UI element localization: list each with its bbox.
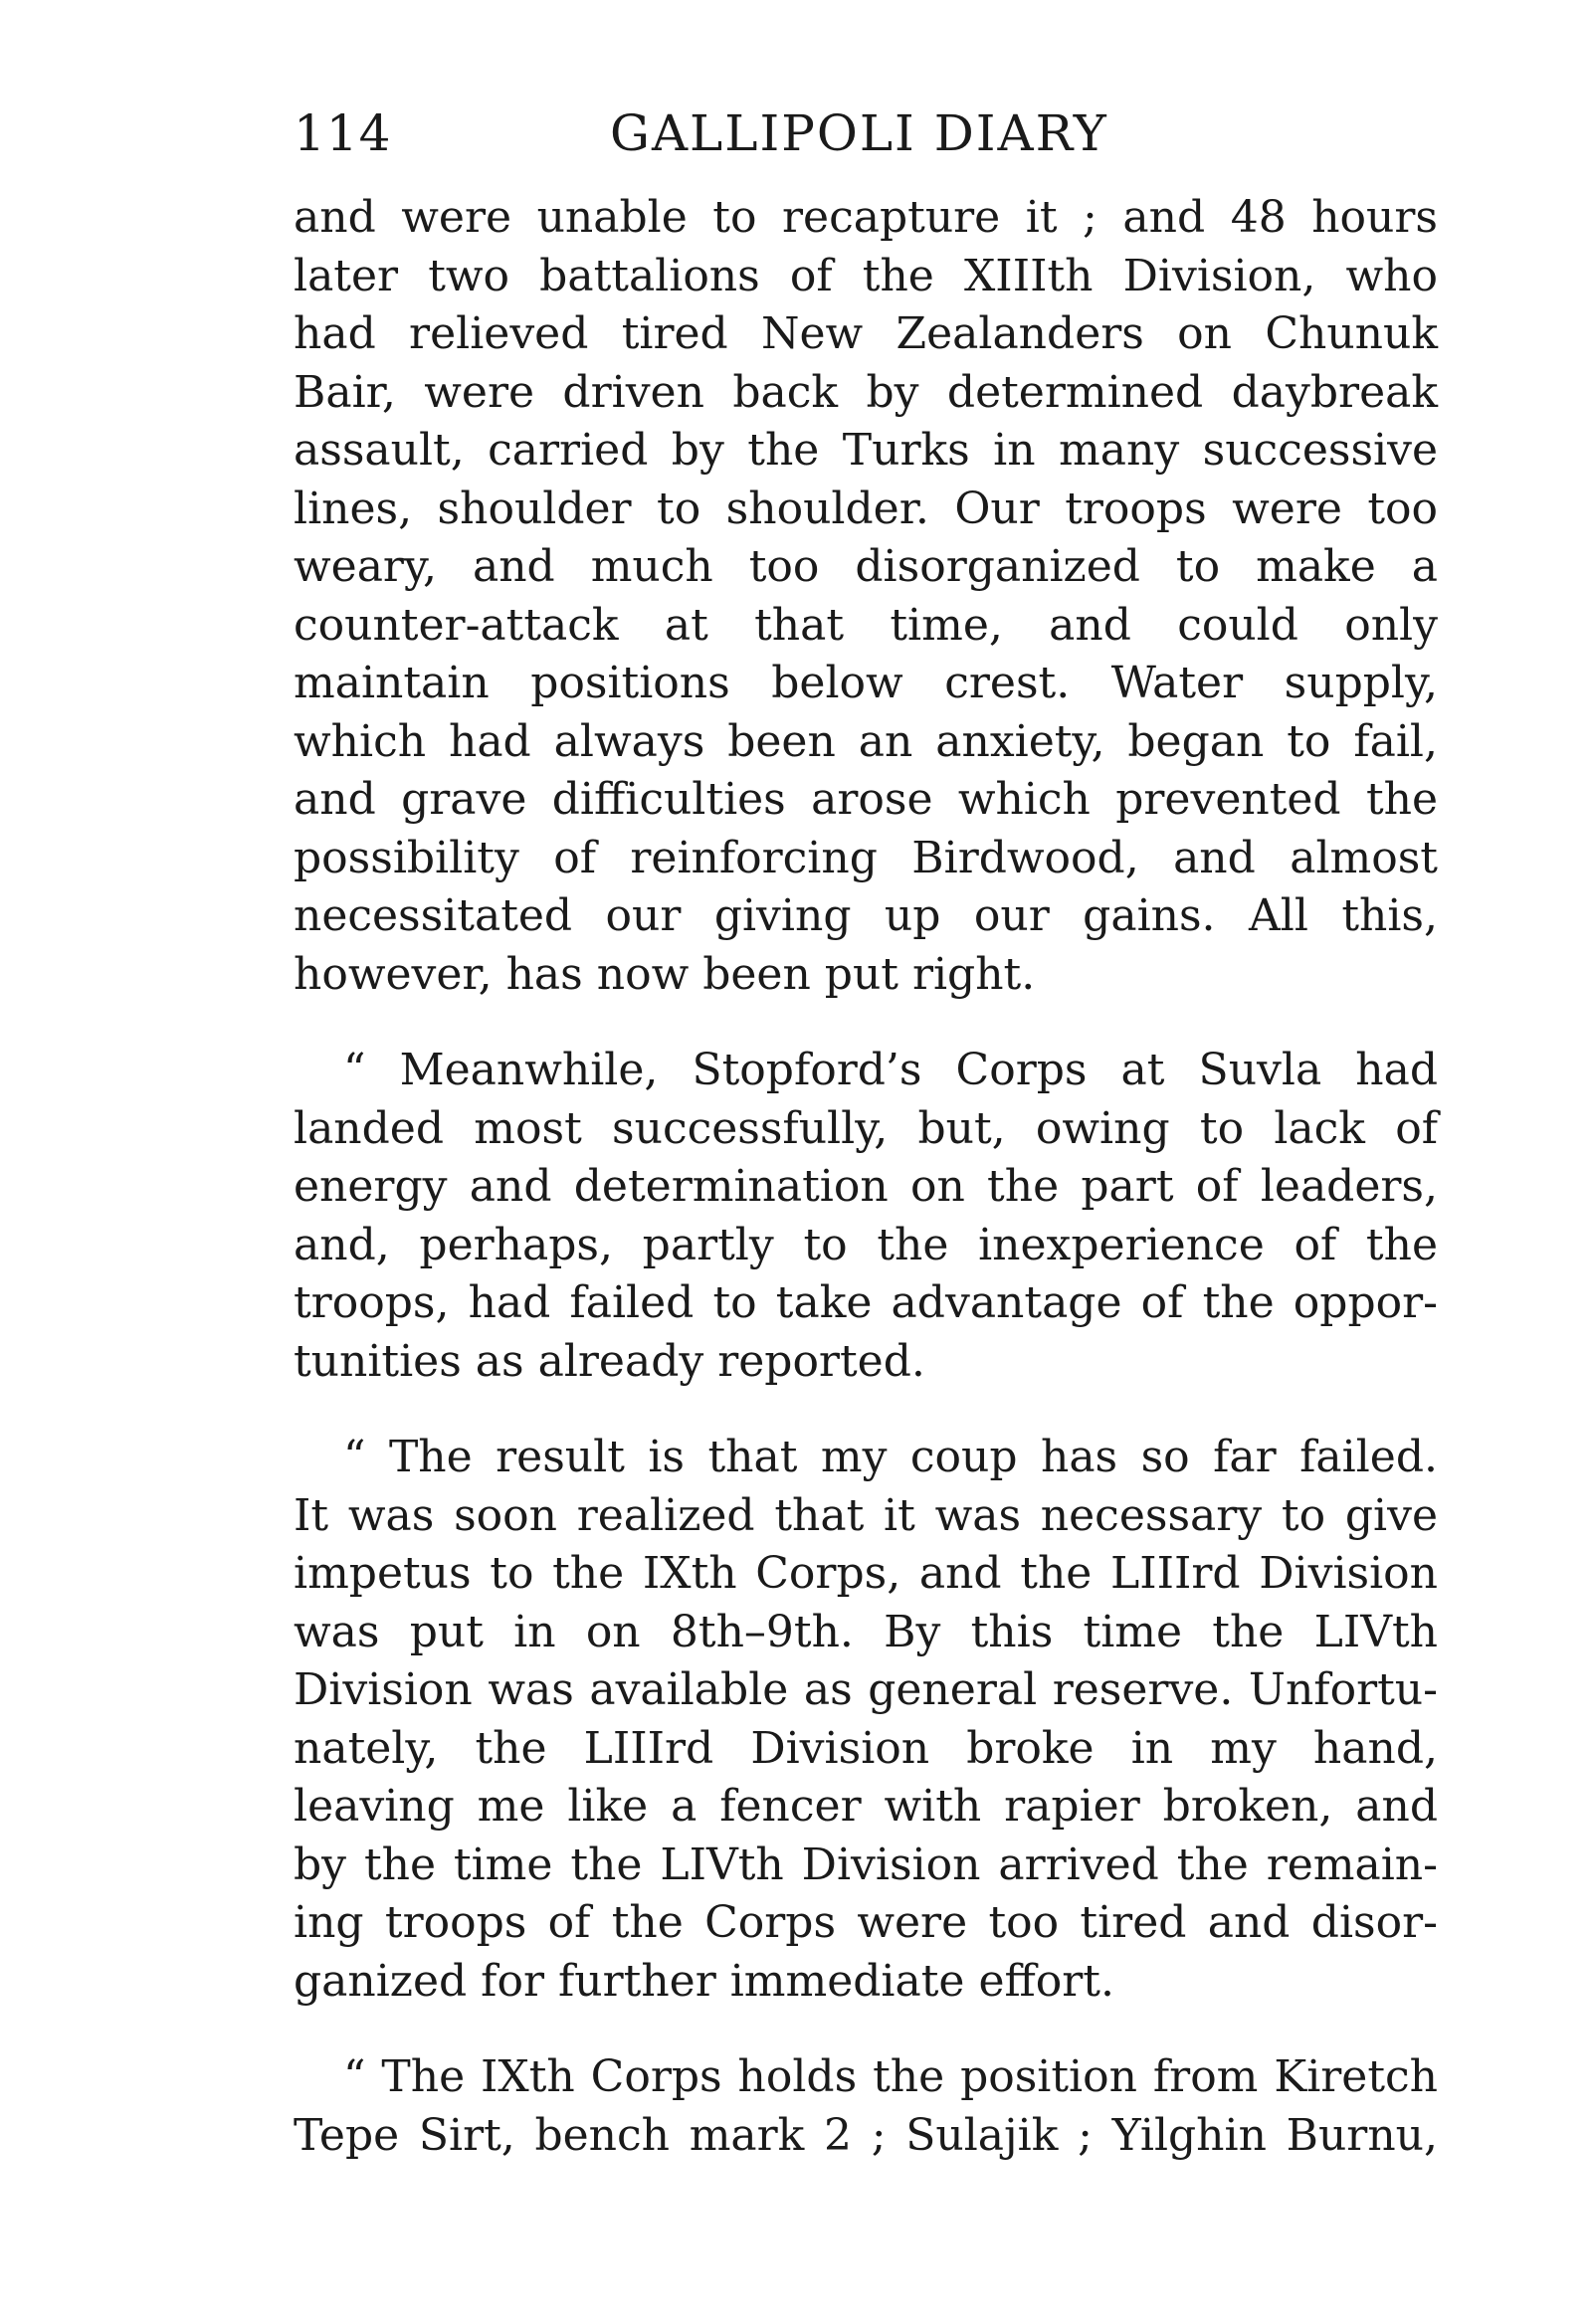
- text-line: energy and determination on the part of leaders,: [294, 1161, 1438, 1212]
- text-line: It was soon realized that it was necessary to give: [294, 1489, 1438, 1541]
- text-line: leaving me like a fencer with rapier broken, and: [294, 1781, 1438, 1832]
- text-line: and were unable to recapture it ; and 48 hours: [294, 192, 1438, 243]
- text-line: was put in on 8th–9th. By this time the LIVth: [294, 1606, 1438, 1657]
- text-line: necessitated our giving up our gains. All this,: [294, 890, 1438, 941]
- text-line: Tepe Sirt, bench mark 2 ; Sulajik ; Yilghin Burnu,: [294, 2109, 1438, 2161]
- text-line: impetus to the IXth Corps, and the LIIIrd Division: [294, 1548, 1438, 1599]
- page-header: [294, 104, 1438, 164]
- paragraph: [294, 189, 1438, 1004]
- text-line: “ The result is that my coup has so far failed.: [343, 1432, 1438, 1482]
- text-line: “ The IXth Corps holds the position from Kiretch: [343, 2051, 1438, 2102]
- text-line: lines, shoulder to shoulder. Our troops were too: [294, 483, 1438, 534]
- text-line: nately, the LIIIrd Division broke in my hand,: [294, 1722, 1438, 1774]
- paragraph: [294, 1429, 1438, 2011]
- text-line: Division was available as general reserve. Unfortu-: [294, 1664, 1438, 1715]
- text-line: and grave difficulties arose which prevented the: [294, 774, 1438, 825]
- text-line: “ Meanwhile, Stopford’s Corps at Suvla had: [343, 1045, 1438, 1095]
- page-number: 114: [294, 104, 392, 162]
- text-line: counter-attack at that time, and could only: [294, 599, 1438, 651]
- text-line: by the time the LIVth Division arrived the remain-: [294, 1839, 1438, 1890]
- text-line: ing troops of the Corps were too tired and disor-: [294, 1897, 1438, 1948]
- text-line: ganized for further immediate effort.: [294, 1955, 1114, 2007]
- text-line: which had always been an anxiety, began to fail,: [294, 715, 1438, 767]
- text-line: tunities as already reported.: [294, 1335, 925, 1387]
- text-line: landed most successfully, but, owing to lack of: [294, 1102, 1438, 1154]
- text-line: later two battalions of the XIIIth Division, who: [294, 250, 1438, 301]
- text-line: however, has now been put right.: [294, 948, 1036, 1000]
- paragraph: [294, 1042, 1438, 1391]
- text-line: Bair, were driven back by determined daybreak: [294, 366, 1438, 418]
- running-title: GALLIPOLI DIARY: [610, 104, 1108, 162]
- text-line: assault, carried by the Turks in many successive: [294, 425, 1438, 476]
- text-line: maintain positions below crest. Water supply,: [294, 658, 1438, 708]
- text-line: and, perhaps, partly to the inexperience of the: [294, 1219, 1438, 1270]
- paragraph: [294, 2048, 1438, 2165]
- text-line: weary, and much too disorganized to make a: [294, 541, 1438, 592]
- text-line: troops, had failed to take advantage of the oppor-: [294, 1277, 1438, 1328]
- body-text: [294, 189, 1438, 2165]
- text-line: possibility of reinforcing Birdwood, and almost: [294, 832, 1438, 883]
- text-line: had relieved tired New Zealanders on Chunuk: [294, 308, 1438, 359]
